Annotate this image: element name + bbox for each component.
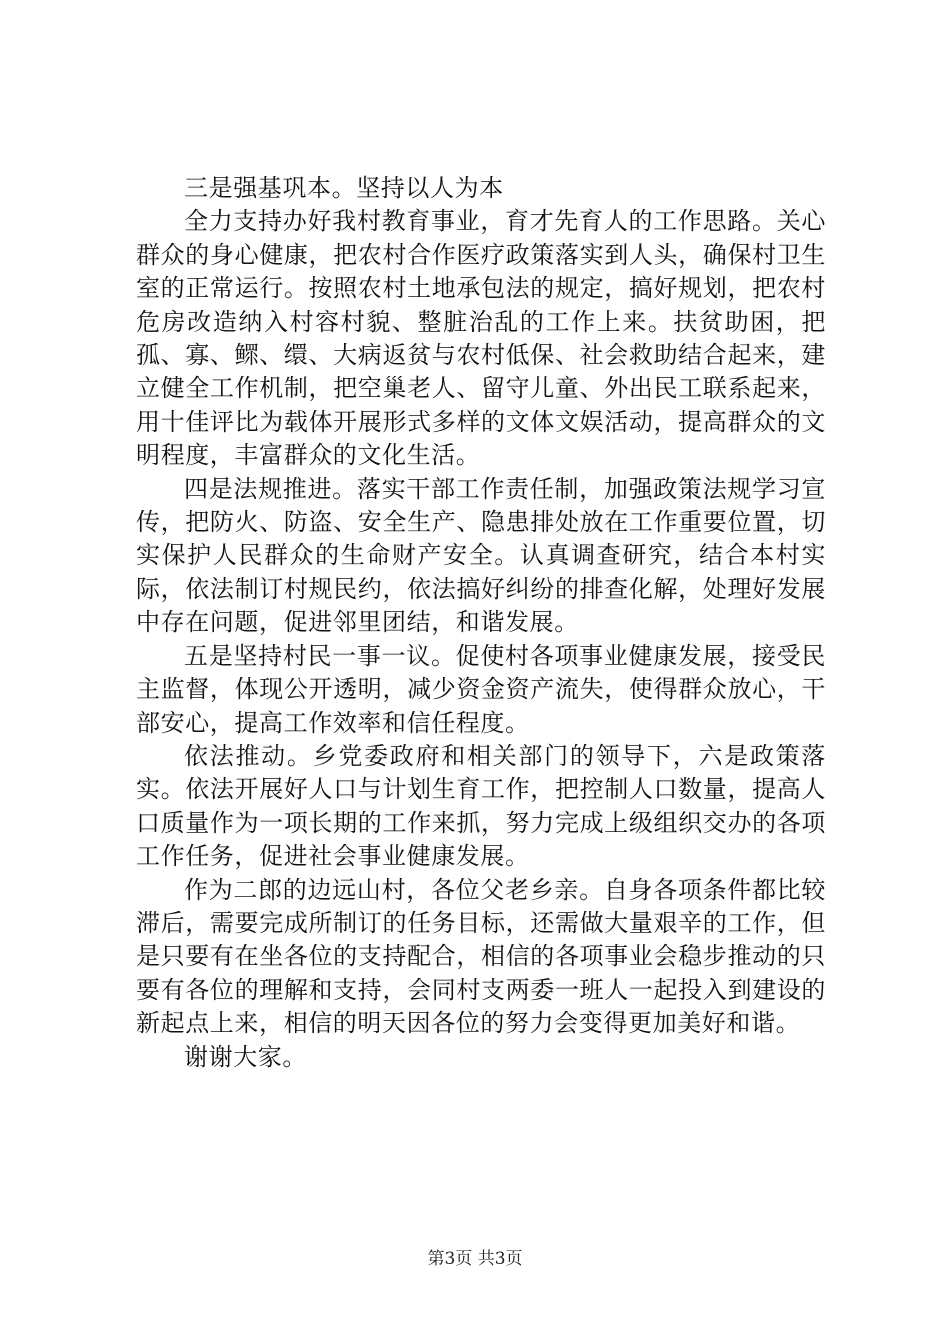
paragraph-2: 全力支持办好我村教育事业，育才先育人的工作思路。关心群众的身心健康，把农村合作医疗政策落实到人头，确保村卫生室的正常运行。按照农村土地承包法的规定，搞好规划，把农村危房改造纳入村容村貌、整脏治乱的工作上来。扶贫助困，把孤、寡、鳏、缳、大病返贫与农村低保、社会救助结合起来，建立健全工作机制，把空巢老人、留守儿童、外出民工联系起来，用十佳评比为载体开展形式多样的文体文娱活动，提高群众的文明程度，丰富群众的文化生活。 <box>136 207 826 470</box>
paragraph-6: 作为二郎的边远山村，各位父老乡亲。自身各项条件都比较滞后，需要完成所制订的任务目标，还需做大量艰辛的工作，但是只要有在坐各位的支持配合，相信的各项事业会稳步推动的只要有各位的理解和支持，会同村支两委一班人一起投入到建设的新起点上来，相信的明天因各位的努力会变得更加美好和谐。 <box>136 875 826 1038</box>
paragraph-7: 谢谢大家。 <box>184 1042 307 1071</box>
paragraph-4: 五是坚持村民一事一议。促使村各项事业健康发展，接受民主监督，体现公开透明，减少资金资产流失，使得群众放心，干部安心，提高工作效率和信任程度。 <box>136 641 826 737</box>
paragraph-1: 三是强基巩本。坚持以人为本 <box>184 174 504 202</box>
page-footer: 第3页 共3页 <box>427 1249 523 1269</box>
paragraph-3: 四是法规推进。落实干部工作责任制，加强政策法规学习宣传，把防火、防盗、安全生产、隐患排处放在工作重要位置，切实保护人民群众的生命财产安全。认真调查研究，结合本村实际，依法制订村规民约，依法搞好纠纷的排查化解，处理好发展中存在问题，促进邻里团结，和谐发展。 <box>136 474 826 637</box>
paragraph-5: 依法推动。乡党委政府和相关部门的领导下，六是政策落实。依法开展好人口与计划生育工作，把控制人口数量，提高人口质量作为一项长期的工作来抓，努力完成上级组织交办的各项工作任务，促进社会事业健康发展。 <box>136 741 826 871</box>
document-body <box>136 172 826 1074</box>
